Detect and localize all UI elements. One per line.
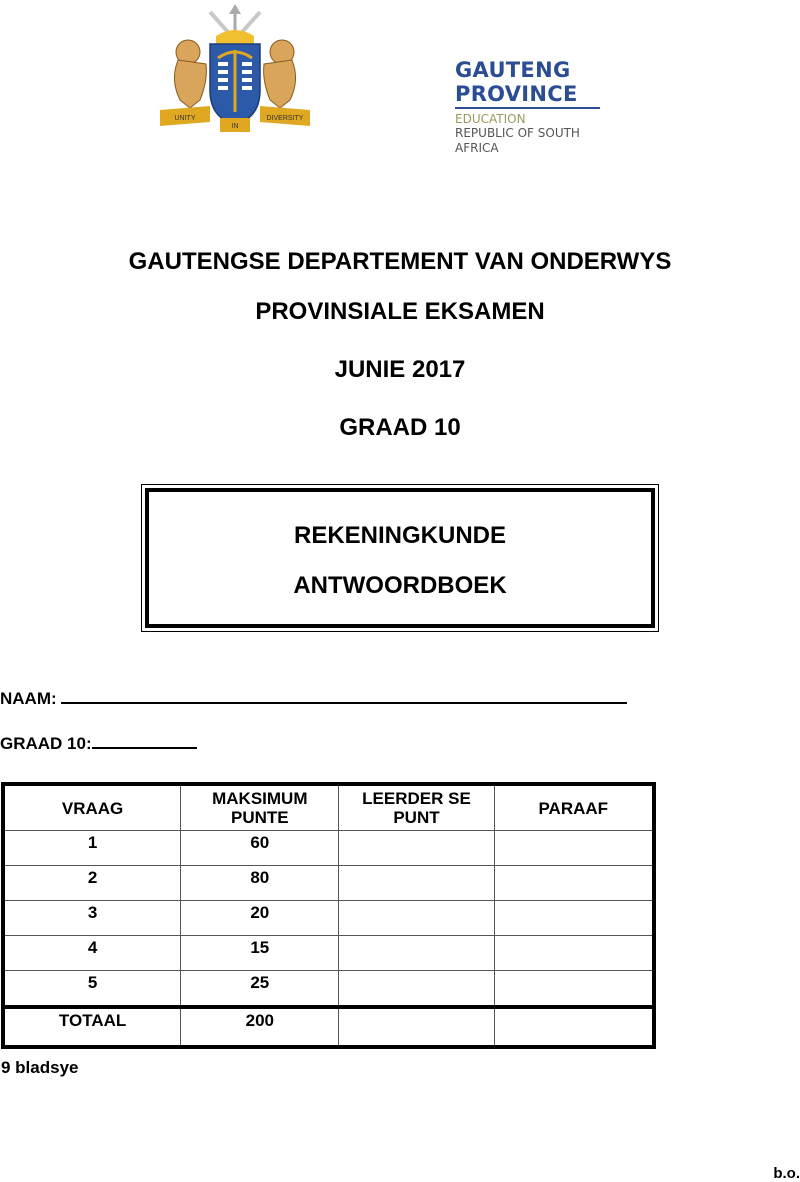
country-label: REPUBLIC OF SOUTH AFRICA: [455, 126, 580, 155]
max-marks: 80: [181, 866, 339, 901]
question-number: 3: [3, 901, 181, 936]
initial-cell[interactable]: [494, 866, 654, 901]
exam-heading: PROVINSIALE EKSAMEN: [255, 298, 545, 325]
subject-name: REKENINGKUNDE: [293, 522, 506, 549]
initial-cell[interactable]: [494, 901, 654, 936]
max-marks: 60: [181, 831, 339, 866]
grade-field[interactable]: [0, 733, 197, 754]
grade-label: GRAAD 10:: [0, 734, 92, 753]
department-heading: GAUTENGSE DEPARTEMENT VAN ONDERWYS: [128, 248, 672, 275]
table-row: [3, 936, 654, 971]
learner-mark-cell[interactable]: [339, 901, 494, 936]
learner-mark-cell[interactable]: [339, 831, 494, 866]
logo-text: [455, 58, 600, 156]
name-field[interactable]: [0, 688, 627, 709]
subject-type: ANTWOORDBOEK: [293, 572, 507, 599]
initial-cell[interactable]: [494, 831, 654, 866]
table-row: [3, 866, 654, 901]
learner-mark-cell[interactable]: [339, 866, 494, 901]
total-label: TOTAAL: [3, 1007, 181, 1047]
max-marks: 25: [181, 971, 339, 1008]
svg-text:UNITY: UNITY: [174, 115, 196, 122]
total-max-marks: 200: [181, 1007, 339, 1047]
department-label: EDUCATION: [455, 112, 526, 126]
total-initial-cell[interactable]: [494, 1007, 654, 1047]
header-initial: PARAAF: [494, 784, 654, 831]
grade-input-line[interactable]: [92, 733, 197, 749]
date-heading: JUNIE 2017: [334, 356, 466, 383]
gauteng-logo: [140, 0, 600, 155]
name-label: NAAM:: [0, 689, 57, 708]
question-number: 2: [3, 866, 181, 901]
max-marks: 20: [181, 901, 339, 936]
table-row: [3, 831, 654, 866]
header-learner-mark: LEERDER SE PUNT: [339, 784, 494, 831]
page-count: 9 bladsye: [1, 1058, 79, 1077]
question-number: 5: [3, 971, 181, 1008]
subject-box: [141, 484, 659, 632]
initial-cell[interactable]: [494, 936, 654, 971]
table-row: [3, 971, 654, 1008]
header-question: VRAAG: [3, 784, 181, 831]
learner-mark-cell[interactable]: [339, 971, 494, 1008]
grade-heading: GRAAD 10: [339, 414, 461, 441]
initial-cell[interactable]: [494, 971, 654, 1008]
max-marks: 15: [181, 936, 339, 971]
marks-table: [1, 782, 656, 1049]
please-turn-over: b.o.: [773, 1165, 800, 1182]
coat-of-arms-icon: [150, 0, 320, 140]
svg-text:DIVERSITY: DIVERSITY: [266, 115, 304, 122]
header-max-marks: MAKSIMUM PUNTE: [181, 784, 339, 831]
learner-mark-cell[interactable]: [339, 936, 494, 971]
table-header-row: [3, 784, 654, 831]
question-number: 4: [3, 936, 181, 971]
question-number: 1: [3, 831, 181, 866]
table-row: [3, 901, 654, 936]
total-row: [3, 1007, 654, 1047]
svg-text:IN: IN: [231, 123, 239, 130]
province-name: GAUTENG PROVINCE: [455, 58, 600, 109]
name-input-line[interactable]: [61, 688, 627, 704]
total-learner-mark-cell[interactable]: [339, 1007, 494, 1047]
